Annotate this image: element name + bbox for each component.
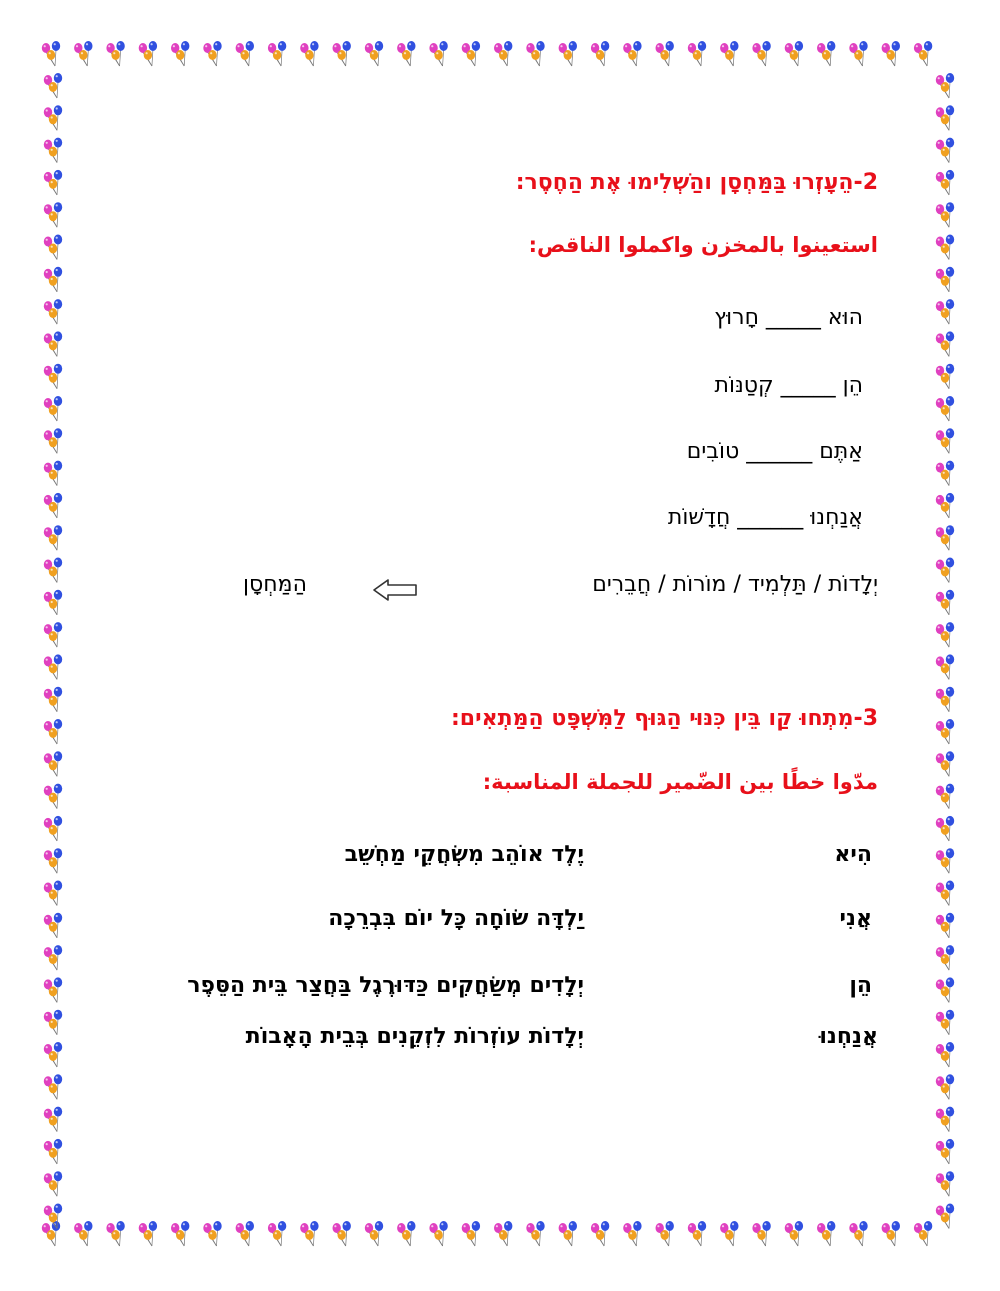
balloons-icon (936, 105, 954, 130)
balloons-icon (936, 202, 954, 227)
balloons-icon (936, 719, 954, 744)
balloons-icon (44, 977, 62, 1002)
match-sentence-4: יְלָדוֹת עוֹזְרוֹת לִזְקֵנִים בְּבֵית הָאָבוֹת (245, 1024, 584, 1049)
balloons-icon (936, 848, 954, 873)
balloons-icon (333, 41, 351, 66)
balloons-icon (688, 1221, 706, 1246)
balloons-icon (300, 1221, 318, 1246)
balloons-icon (623, 1221, 641, 1246)
balloons-icon (494, 1221, 512, 1246)
balloons-icon (44, 590, 62, 615)
pronoun-3: הֵן (849, 973, 872, 998)
balloons-icon (936, 1204, 954, 1229)
balloons-icon (936, 558, 954, 583)
balloons-icon (44, 428, 62, 453)
balloons-icon (333, 1221, 351, 1246)
section3-title-arabic: مدّوا خطًا بين الضّمير للجملة المناسبة: (482, 770, 878, 794)
balloons-icon (236, 1221, 254, 1246)
balloons-icon (526, 41, 544, 66)
balloons-icon (44, 493, 62, 518)
balloons-icon (752, 1221, 770, 1246)
balloons-icon (44, 331, 62, 356)
balloons-icon (936, 1042, 954, 1067)
balloons-icon (44, 267, 62, 292)
balloons-icon (936, 525, 954, 550)
balloons-icon (44, 1010, 62, 1035)
fill-sentence-1: הוּא _____ חָרוּץ (714, 305, 863, 330)
balloons-icon (882, 41, 900, 66)
balloons-icon (936, 138, 954, 163)
balloons-icon (849, 1221, 867, 1246)
balloons-icon (936, 1107, 954, 1132)
word-bank-label: הַמַּחְסָן (243, 572, 307, 597)
balloons-icon (936, 687, 954, 712)
balloons-icon (936, 913, 954, 938)
balloons-icon (44, 1204, 62, 1229)
balloons-icon (44, 235, 62, 260)
arrow-left-icon (372, 577, 418, 603)
balloons-icon (365, 41, 383, 66)
balloons-icon (44, 1074, 62, 1099)
balloons-icon (720, 1221, 738, 1246)
balloons-icon (623, 41, 641, 66)
balloons-icon (936, 1139, 954, 1164)
balloons-icon (44, 364, 62, 389)
balloons-icon (936, 170, 954, 195)
word-bank-words: יְלָדוֹת / תַּלְמִיד / מוֹרוֹת / חֲבֵרִים (592, 572, 878, 597)
balloons-icon (44, 558, 62, 583)
balloons-icon (785, 41, 803, 66)
balloons-icon (936, 235, 954, 260)
balloons-icon (936, 977, 954, 1002)
balloons-icon (591, 1221, 609, 1246)
balloons-icon (936, 1171, 954, 1196)
balloons-icon (559, 1221, 577, 1246)
balloons-icon (44, 719, 62, 744)
balloons-icon (936, 881, 954, 906)
balloons-icon (44, 687, 62, 712)
balloons-icon (936, 461, 954, 486)
balloons-icon (882, 1221, 900, 1246)
balloons-icon (397, 1221, 415, 1246)
balloons-icon (936, 299, 954, 324)
balloons-icon (462, 41, 480, 66)
balloons-icon (44, 816, 62, 841)
balloons-icon (936, 1010, 954, 1035)
balloon-border-left (38, 38, 70, 1250)
section2-title-hebrew: 2-הֵעָזְרוּ בַּמַּחְסָן והַשְׁלִימוּ אֶת הַחֶסֶר: (515, 170, 878, 195)
balloons-icon (936, 654, 954, 679)
balloons-icon (429, 41, 447, 66)
balloons-icon (936, 1074, 954, 1099)
balloons-icon (44, 73, 62, 98)
balloons-icon (936, 73, 954, 98)
balloons-icon (106, 41, 124, 66)
balloons-icon (526, 1221, 544, 1246)
balloons-icon (936, 816, 954, 841)
balloons-icon (365, 1221, 383, 1246)
balloons-icon (936, 622, 954, 647)
balloons-icon (44, 945, 62, 970)
balloons-icon (171, 41, 189, 66)
balloons-icon (44, 1139, 62, 1164)
balloons-icon (936, 331, 954, 356)
pronoun-1: הִיא (834, 842, 872, 867)
match-sentence-3: יְלָדִים מְשַׂחֲקִים כַּדּוּרֶגֶל בַּחֲצַר בֵּית הַסֵּפֶר (187, 973, 584, 998)
fill-sentence-3: אַתֶּם ______ טוֹבִים (686, 439, 863, 464)
balloons-icon (44, 138, 62, 163)
balloons-icon (44, 1107, 62, 1132)
balloons-icon (203, 1221, 221, 1246)
pronoun-4: אֲנַחְנוּ (819, 1024, 878, 1049)
balloons-icon (44, 622, 62, 647)
balloon-border-right (930, 38, 962, 1250)
balloons-icon (936, 428, 954, 453)
balloons-icon (139, 1221, 157, 1246)
balloons-icon (688, 41, 706, 66)
fill-sentence-2: הֵן _____ קְטַנּוֹת (714, 373, 863, 398)
balloons-icon (236, 41, 254, 66)
balloons-icon (936, 364, 954, 389)
balloons-icon (752, 41, 770, 66)
balloons-icon (44, 461, 62, 486)
match-sentence-1: יֶלֶד אוֹהֵב מִשְׂחֲקֵי מַחְשֵׁב (344, 842, 584, 867)
balloons-icon (44, 525, 62, 550)
balloons-icon (936, 396, 954, 421)
balloons-icon (849, 41, 867, 66)
balloons-icon (720, 41, 738, 66)
balloons-icon (74, 41, 92, 66)
balloons-icon (44, 105, 62, 130)
balloons-icon (171, 1221, 189, 1246)
balloons-icon (785, 1221, 803, 1246)
balloons-icon (656, 41, 674, 66)
balloons-icon (462, 1221, 480, 1246)
balloons-icon (44, 1171, 62, 1196)
balloons-icon (44, 170, 62, 195)
balloons-icon (106, 1221, 124, 1246)
balloons-icon (44, 654, 62, 679)
balloon-border-top (38, 38, 962, 70)
balloons-icon (44, 848, 62, 873)
pronoun-2: אֲנִי (839, 906, 872, 931)
balloons-icon (44, 299, 62, 324)
balloons-icon (44, 881, 62, 906)
balloons-icon (74, 1221, 92, 1246)
balloons-icon (936, 267, 954, 292)
balloons-icon (44, 784, 62, 809)
balloons-icon (936, 751, 954, 776)
balloons-icon (268, 1221, 286, 1246)
balloons-icon (44, 396, 62, 421)
balloons-icon (494, 41, 512, 66)
section2-title-arabic: استعينوا بالمخزن واكملوا الناقص: (528, 233, 878, 257)
balloons-icon (591, 41, 609, 66)
balloons-icon (936, 945, 954, 970)
balloons-icon (139, 41, 157, 66)
balloons-icon (656, 1221, 674, 1246)
balloons-icon (936, 590, 954, 615)
balloons-icon (559, 41, 577, 66)
balloons-icon (44, 751, 62, 776)
balloons-icon (817, 1221, 835, 1246)
balloons-icon (203, 41, 221, 66)
balloons-icon (44, 202, 62, 227)
balloons-icon (936, 493, 954, 518)
balloons-icon (936, 784, 954, 809)
section3-title-hebrew: 3-מִתְחוּ קַו בֵּין כִּנּוּי הַגּוּף לַמִּשְׁפָּט הַמַּתְאִים: (450, 706, 878, 731)
balloons-icon (397, 41, 415, 66)
balloons-icon (44, 913, 62, 938)
balloons-icon (268, 41, 286, 66)
balloons-icon (300, 41, 318, 66)
match-sentence-2: יַלְדָּה שׂוֹחָה כָּל יוֹם בִּבְרֵכָה (328, 906, 584, 931)
balloons-icon (44, 1042, 62, 1067)
balloon-border-bottom (38, 1218, 962, 1250)
balloons-icon (429, 1221, 447, 1246)
fill-sentence-4: אֲנַחְנוּ ______ חֲדָשׁוֹת (667, 505, 863, 530)
balloons-icon (817, 41, 835, 66)
